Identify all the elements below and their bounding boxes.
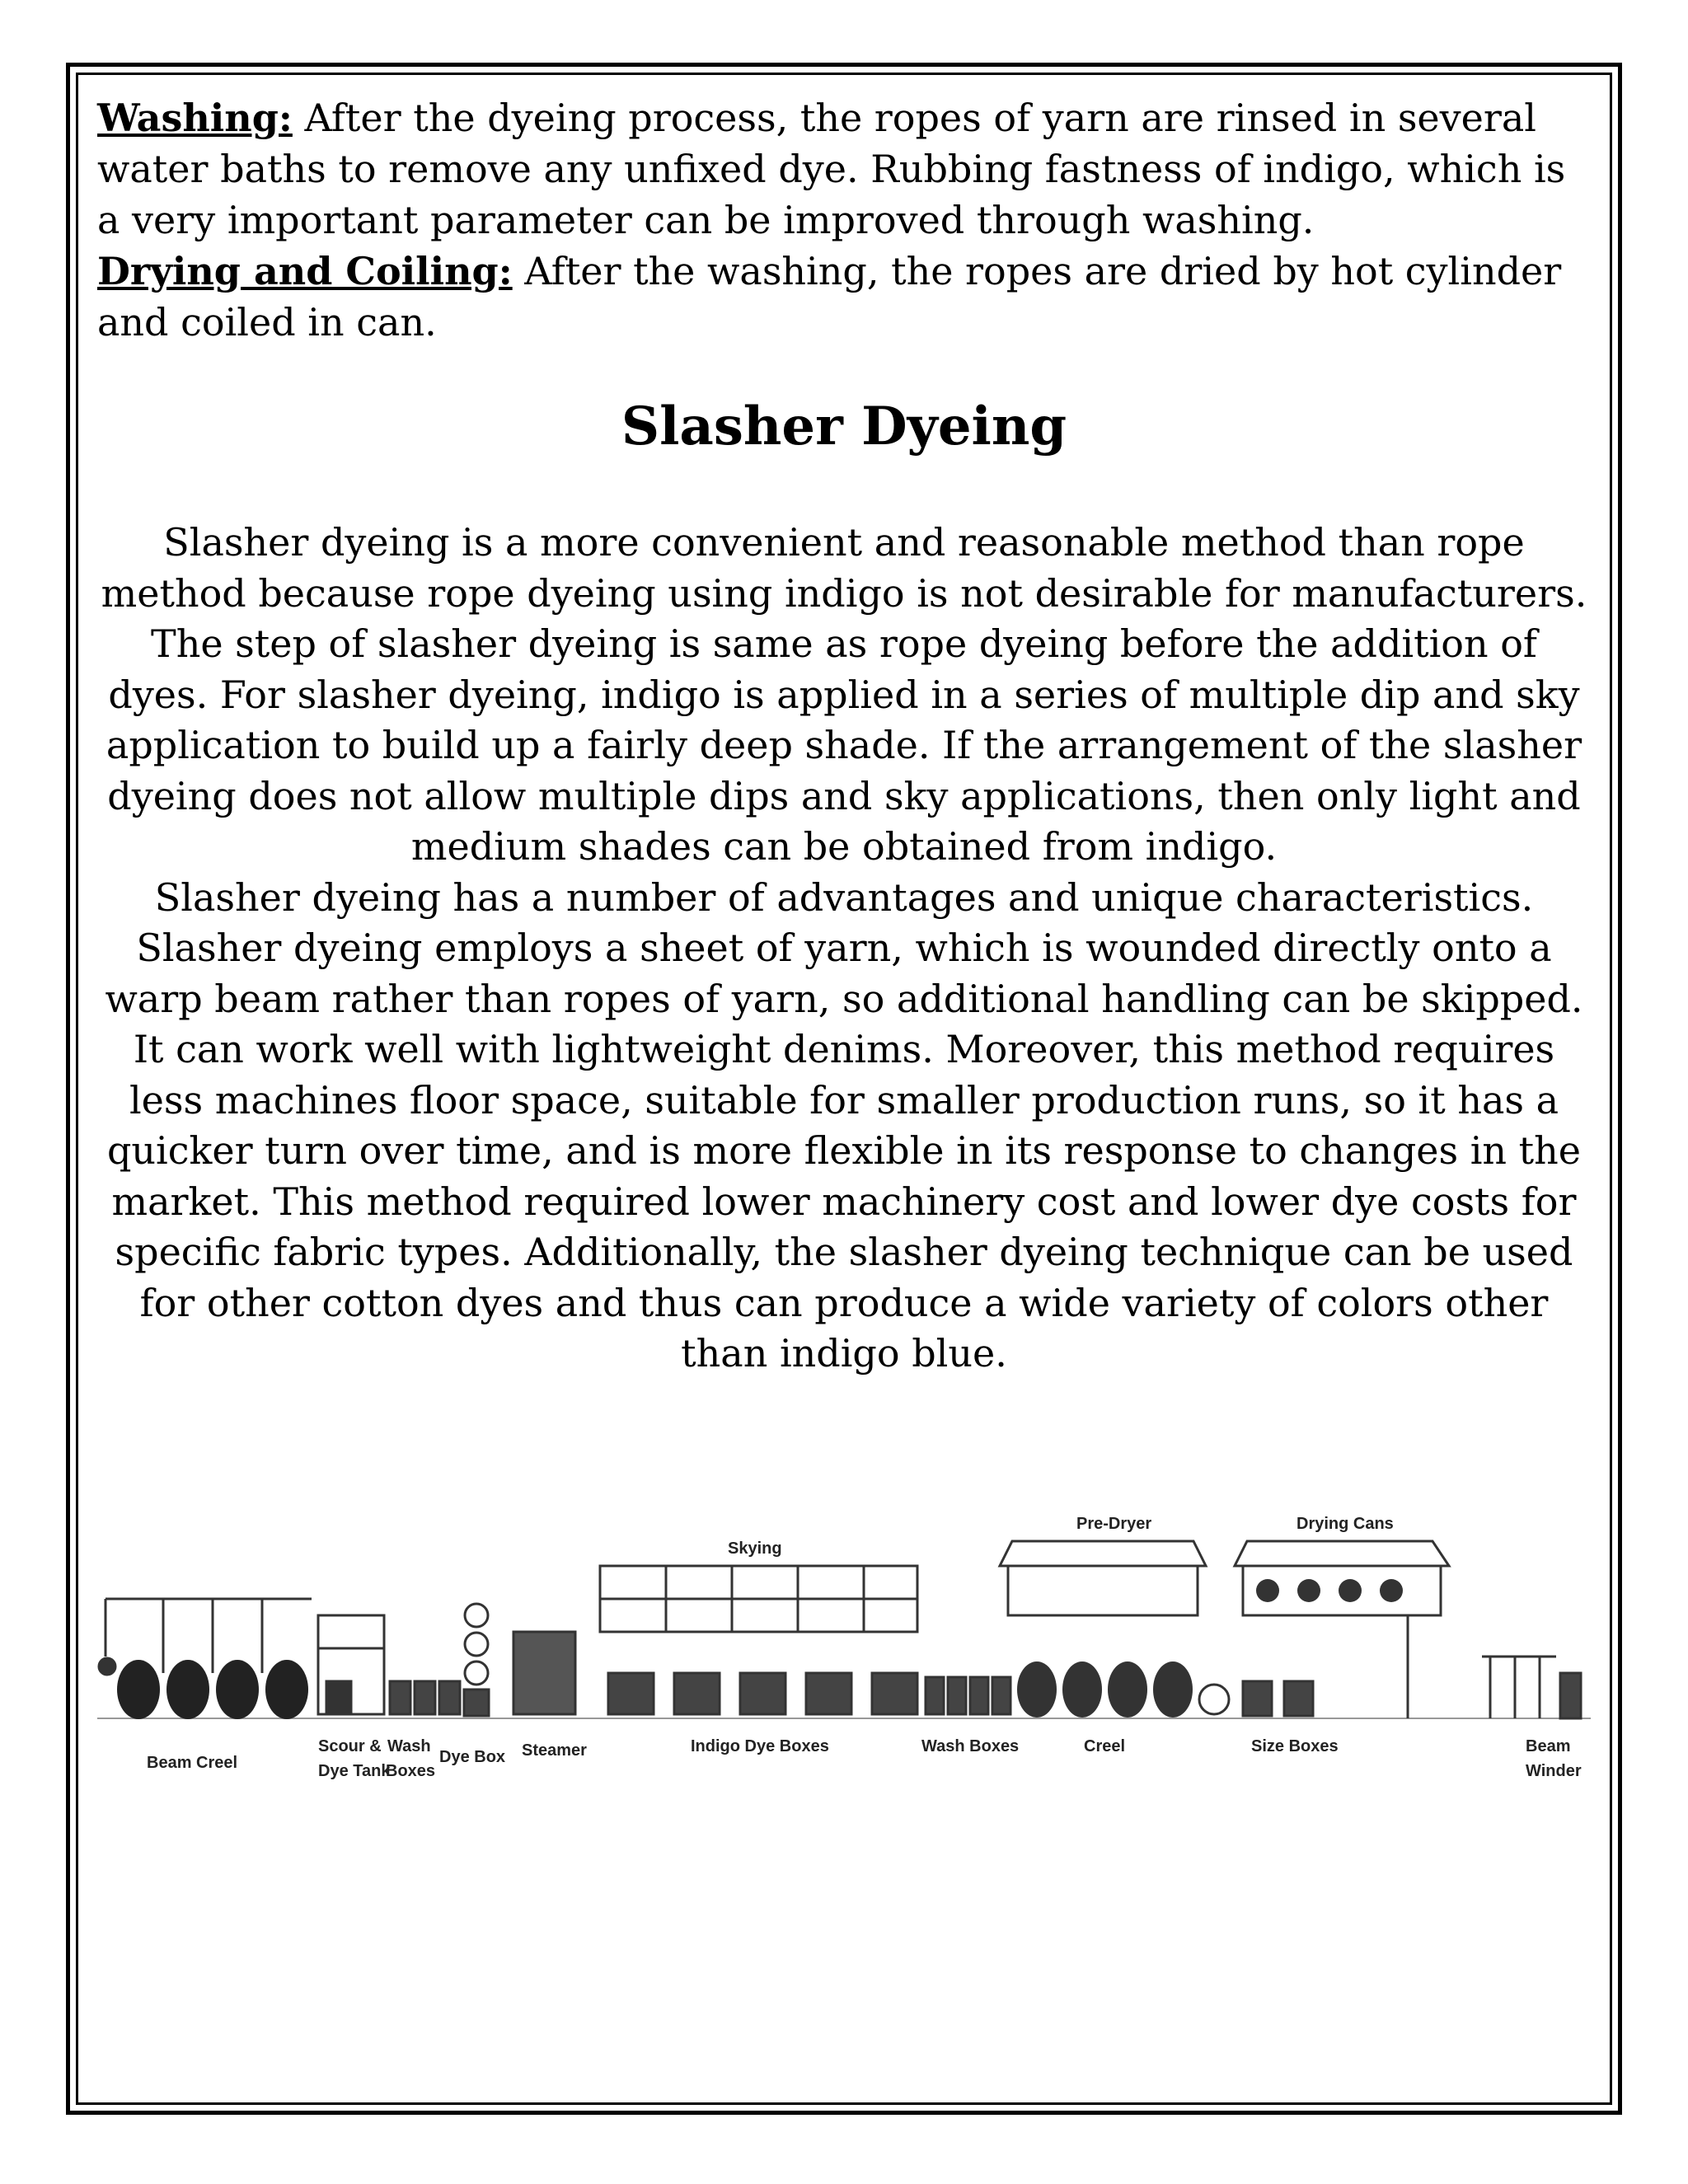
label-drying-cans: Drying Cans — [1296, 1515, 1394, 1533]
label-skying: Skying — [728, 1540, 782, 1558]
indigo-dye-boxes-machine — [608, 1673, 917, 1714]
label-size-boxes: Size Boxes — [1251, 1737, 1339, 1755]
body-text — [97, 518, 1591, 1380]
label-beam-winder-1: Beam — [1526, 1737, 1571, 1755]
slasher-dyeing-range-diagram — [97, 1483, 1591, 1945]
wash-boxes-machine-1 — [390, 1681, 460, 1714]
dye-box-machine — [464, 1604, 489, 1716]
drying-text: After the washing, the ropes are dried by hot cylinder and coiled in can. — [97, 249, 1562, 344]
label-beam-creel: Beam Creel — [147, 1754, 238, 1772]
beam-winder-machine — [1482, 1657, 1581, 1718]
label-dye-box: Dye Box — [439, 1748, 506, 1766]
label-creel: Creel — [1084, 1737, 1126, 1755]
label-wash-boxes-1-b: Boxes — [386, 1762, 436, 1780]
label-pre-dryer: Pre-Dryer — [1076, 1515, 1152, 1533]
drying-cans-machine — [1199, 1541, 1449, 1718]
section-title: Slasher Dyeing — [621, 396, 1067, 457]
beam-creel-machine — [99, 1599, 312, 1719]
label-scour-dye-tank-2: Dye Tank — [318, 1762, 391, 1780]
wash-boxes-machine-2 — [926, 1677, 1010, 1714]
washing-heading: Washing: — [97, 96, 293, 140]
intro-section — [97, 92, 1591, 348]
label-indigo-dye-boxes: Indigo Dye Boxes — [691, 1737, 829, 1755]
paragraph-2: Slasher dyeing has a number of advantages and unique characteristics. Slasher dyeing employs a sheet of yarn, which is wounded directly onto a warp beam rather than ropes of yarn, so additional handling can be skipped. It can work well with lightweight denims. Moreover, this method requires less machines floor space, suitable for smaller production runs, so it has a quicker turn over time, and is more flexible in its response to changes in the market. This method required lower machinery cost and lower dye costs for specific fabric types. Additionally, the slasher dyeing technique can be used for other cotton dyes and thus can produce a wide variety of colors other than indigo blue. — [105, 874, 1583, 1376]
scour-dye-tank-machine — [318, 1615, 384, 1714]
washing-paragraph — [97, 92, 1591, 246]
label-beam-winder-2: Winder — [1526, 1762, 1582, 1780]
pre-dryer-machine — [1000, 1541, 1206, 1718]
label-scour-dye-tank-1: Scour & — [318, 1737, 382, 1755]
skying-frame — [600, 1566, 917, 1632]
label-wash-boxes-1-a: Wash — [387, 1737, 431, 1755]
drying-heading: Drying and Coiling: — [97, 249, 513, 293]
washing-text: After the dyeing process, the ropes of yarn are rinsed in several water baths to remove any unfixed dye. Rubbing fastness of indigo, which is a very important parameter can be improved through washing. — [97, 96, 1566, 242]
label-wash-boxes-2: Wash Boxes — [921, 1737, 1020, 1755]
steamer-machine — [513, 1632, 575, 1714]
drying-paragraph — [97, 246, 1591, 348]
paragraph-1: Slasher dyeing is a more convenient and reasonable method than rope method because rope dyeing using indigo is not desirable for manufacturers. The step of slasher dyeing is same as rope dyeing before the addition of dyes. For slasher dyeing, indigo is applied in a series of multiple dip and sky application to build up a fairly deep shade. If the arrangement of the slasher dyeing does not allow multiple dips and sky applications, then only light and medium shades can be obtained from indigo. — [101, 520, 1587, 869]
label-steamer: Steamer — [522, 1741, 587, 1760]
